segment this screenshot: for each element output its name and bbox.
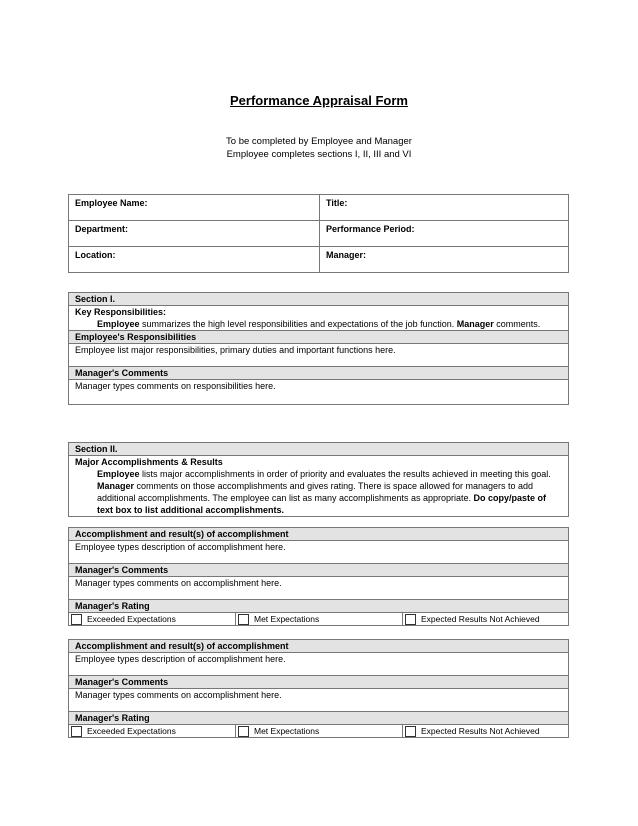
employee-info-table <box>68 194 569 273</box>
section-1-heading: Section I. <box>69 293 569 306</box>
department-field[interactable]: Department: <box>69 221 320 247</box>
employee-responsibilities-label: Employee's Responsibilities <box>69 331 569 344</box>
employee-name-field[interactable]: Employee Name: <box>69 195 320 221</box>
rating-option-not-achieved[interactable]: Expected Results Not Achieved <box>403 725 569 738</box>
section-1-description: Key Responsibilities: Employee summarizes the high level responsibilities and expectations of the job function. Manager comments. <box>69 306 569 331</box>
manager-rating-label: Manager's Rating <box>69 712 569 725</box>
title-field[interactable]: Title: <box>320 195 569 221</box>
rating-option-exceeded[interactable]: Exceeded Expectations <box>69 725 236 738</box>
rating-options-1 <box>68 612 569 626</box>
manager-comments-label: Manager's Comments <box>69 676 569 689</box>
accomplishment-label: Accomplishment and result(s) of accomplishment <box>69 528 569 541</box>
rating-options-2 <box>68 724 569 738</box>
employee-responsibilities-field[interactable]: Employee list major responsibilities, primary duties and important functions here. <box>69 344 569 367</box>
checkbox-icon[interactable] <box>71 726 82 737</box>
manager-comments-label: Manager's Comments <box>69 367 569 380</box>
manager-comments-field[interactable]: Manager types comments on accomplishment here. <box>69 577 569 600</box>
section-2-description: Major Accomplishments & Results Employee lists major accomplishments in order of priority and evaluates the results achieved in meeting this goal. Manager comments on those accomplishments and gives rating. There is space allowed for managers to add additional accomplishments. The employee can list as many accomplishments as appropriate. Do copy/paste of text box to list additional accomplishments. <box>69 456 569 517</box>
accomplishment-label: Accomplishment and result(s) of accomplishment <box>69 640 569 653</box>
accomplishment-block-1 <box>68 527 569 613</box>
location-field[interactable]: Location: <box>69 247 320 273</box>
accomplishment-field[interactable]: Employee types description of accomplishment here. <box>69 541 569 564</box>
form-title: Performance Appraisal Form <box>230 93 408 108</box>
manager-rating-label: Manager's Rating <box>69 600 569 613</box>
accomplishment-block-2 <box>68 639 569 725</box>
manager-comments-field[interactable]: Manager types comments on responsibilities here. <box>69 380 569 405</box>
checkbox-icon[interactable] <box>238 614 249 625</box>
rating-option-exceeded[interactable]: Exceeded Expectations <box>69 613 236 626</box>
checkbox-icon[interactable] <box>238 726 249 737</box>
rating-option-not-achieved[interactable]: Expected Results Not Achieved <box>403 613 569 626</box>
subtitle-line-2: Employee completes sections I, II, III and VI <box>226 149 412 160</box>
checkbox-icon[interactable] <box>71 614 82 625</box>
rating-option-met[interactable]: Met Expectations <box>236 725 403 738</box>
manager-comments-label: Manager's Comments <box>69 564 569 577</box>
section-1-table <box>68 292 569 405</box>
manager-comments-field[interactable]: Manager types comments on accomplishment here. <box>69 689 569 712</box>
checkbox-icon[interactable] <box>405 726 416 737</box>
section-2-heading: Section II. <box>69 443 569 456</box>
accomplishment-field[interactable]: Employee types description of accomplishment here. <box>69 653 569 676</box>
rating-option-met[interactable]: Met Expectations <box>236 613 403 626</box>
manager-field[interactable]: Manager: <box>320 247 569 273</box>
section-2-table <box>68 442 569 517</box>
checkbox-icon[interactable] <box>405 614 416 625</box>
subtitle-line-1: To be completed by Employee and Manager <box>226 136 412 147</box>
performance-period-field[interactable]: Performance Period: <box>320 221 569 247</box>
